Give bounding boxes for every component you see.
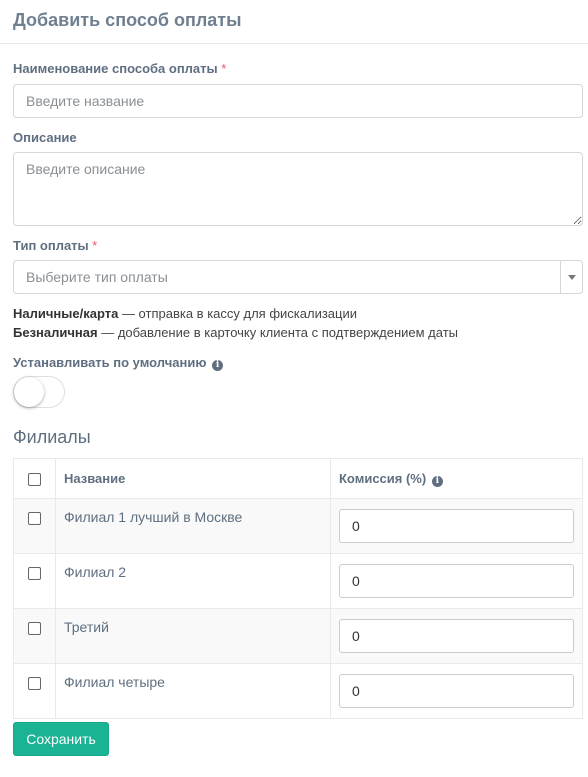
info-circle-icon[interactable]: i [212, 360, 223, 371]
required-mark: * [92, 238, 98, 253]
row-checkbox-cell [14, 664, 56, 719]
commission-input[interactable] [339, 619, 574, 653]
branch-name: Филиал четыре [56, 664, 331, 719]
commission-input[interactable] [339, 674, 574, 708]
commission-input[interactable] [339, 509, 574, 543]
row-checkbox[interactable] [28, 622, 41, 635]
description-field-label: Описание [13, 130, 77, 145]
commission-input[interactable] [339, 564, 574, 598]
table-row [14, 664, 583, 719]
select-all-checkbox[interactable] [28, 473, 41, 486]
branches-section-title: Филиалы [13, 427, 91, 447]
description-textarea[interactable] [13, 152, 583, 226]
hint-cashless: Безналичная — добавление в карточку клиента с подтверждением даты [13, 325, 459, 340]
switch-knob [14, 377, 44, 407]
default-switch[interactable] [13, 376, 65, 408]
select-all-cell [14, 459, 56, 499]
table-header-row [14, 459, 583, 499]
column-header-name[interactable]: Название [56, 459, 331, 499]
column-header-commission[interactable]: Комиссия (%) i [331, 459, 583, 499]
hint-cash-card: Наличные/карта — отправка в кассу для фискализации [13, 306, 357, 321]
row-checkbox-cell [14, 609, 56, 664]
select-dropdown-toggle[interactable] [560, 261, 582, 293]
payment-type-select[interactable] [13, 260, 583, 294]
info-circle-icon[interactable]: i [432, 476, 443, 487]
commission-cell [331, 499, 583, 554]
payment-name-input[interactable] [13, 84, 583, 118]
table-row [14, 554, 583, 609]
row-checkbox[interactable] [28, 567, 41, 580]
branch-name: Третий [56, 609, 331, 664]
branches-table [13, 458, 583, 719]
payment-type-label: Тип оплаты * [13, 238, 98, 253]
row-checkbox[interactable] [28, 677, 41, 690]
table-row [14, 499, 583, 554]
save-button[interactable]: Сохранить [13, 722, 109, 756]
table-row [14, 609, 583, 664]
row-checkbox[interactable] [28, 512, 41, 525]
row-checkbox-cell [14, 499, 56, 554]
branch-name: Филиал 1 лучший в Москве [56, 499, 331, 554]
name-field-label: Наименование способа оплаты * [13, 61, 227, 76]
commission-cell [331, 554, 583, 609]
branch-name: Филиал 2 [56, 554, 331, 609]
commission-cell [331, 664, 583, 719]
default-toggle-label: Устанавливать по умолчанию i [13, 355, 223, 371]
row-checkbox-cell [14, 554, 56, 609]
commission-cell [331, 609, 583, 664]
page-title: Добавить способ оплаты [13, 10, 242, 30]
modal-header [0, 0, 588, 44]
caret-down-icon [568, 275, 576, 280]
payment-type-placeholder: Выберите тип оплаты [26, 269, 168, 285]
required-mark: * [221, 61, 227, 76]
